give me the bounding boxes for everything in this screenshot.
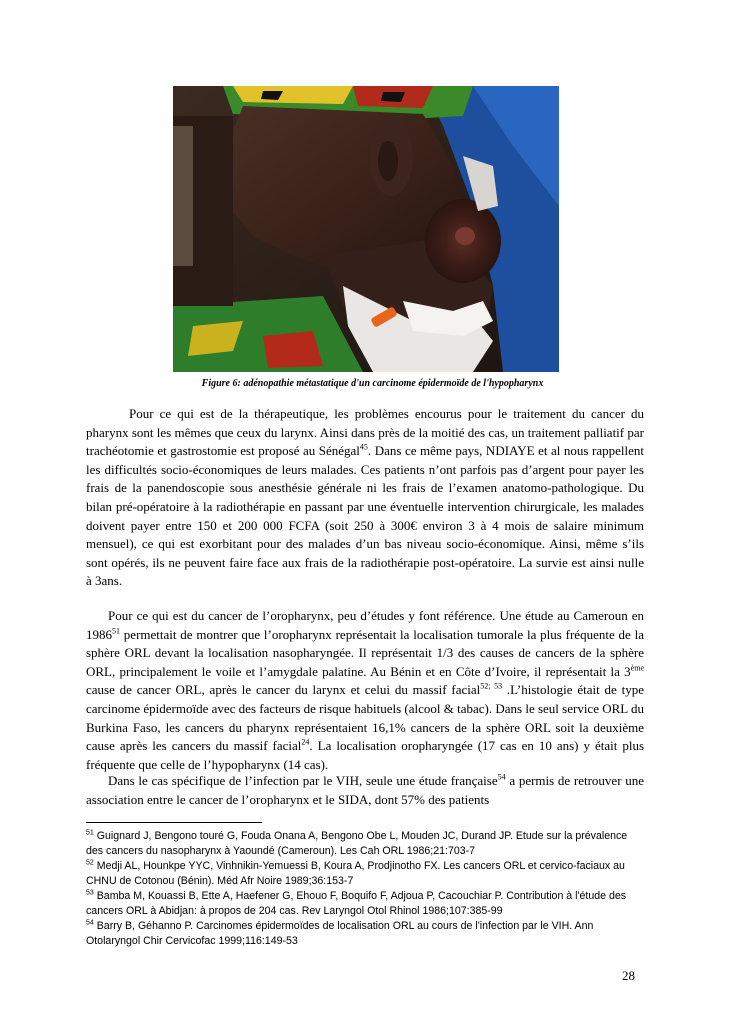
photo-illustration bbox=[173, 86, 559, 372]
footnote-separator bbox=[86, 822, 262, 823]
figure-caption: Figure 6: adénopathie métastatique d'un carcinome épidermoïde de l'hypopharynx bbox=[201, 378, 544, 389]
patient-neck-photo bbox=[173, 86, 559, 372]
paragraph-therapeutique bbox=[86, 405, 644, 591]
citation-ref: 51 bbox=[112, 626, 120, 636]
footnotes bbox=[86, 829, 646, 949]
page-number: 28 bbox=[622, 968, 635, 983]
paragraph-text: Pour ce qui est du cancer de l’oropharynx, peu d’études y font référence. Une étude au Cameroun en 1986$^{51}$ permettait de montrer que l’oropharynx représentait la localisation tumorale la plus fréquente de la sphère ORL devant la localisation nasopharyngée. Il représentait 1/3 des causes de cancers de la sphère ORL, principalement le voile et l’amygdale palatine. Au Bénin et en Côte d’Ivoire, il représentait la 3ème cause de cancer ORL, après le cancer du larynx et celui du massif facial$^{52; 53}$ .L’histologie était de type carcinome épidermoïde avec des facteurs de risque habituels (alcool & tabac). Dans le seul service ORL du Burkina Faso, les cancers du pharynx représentaient 16,1% cancers de la sphère ORL soit la deuxième cause après les cancers du massif facial$^{24}$. La localisation oropharyngée (17 cas en 10 ans) y était plus fréquente que celle de l’hypopharynx (14 cas). bbox=[86, 608, 645, 772]
citation-ref: 52; 53 bbox=[480, 682, 503, 692]
paragraph-vih bbox=[86, 772, 644, 809]
citation-ref: 24 bbox=[301, 737, 310, 747]
citation-ref: 54 bbox=[497, 772, 506, 782]
paragraph-text: Dans le cas spécifique de l’infection par le VIH, seule une étude française$^{54}$ a permis de retrouver une association entre le cancer de l’oropharynx et le SIDA, dont 57% des patients bbox=[86, 772, 644, 807]
citation-ref: 45 bbox=[359, 442, 368, 452]
ordinal-superscript: ème bbox=[630, 663, 644, 673]
paragraph-text: Pour ce qui est de la thérapeutique, les problèmes encourus pour le traitement du cancer du pharynx sont les mêmes que ceux du larynx. Ainsi dans près de la moitié des cas, un traitement palliatif par trachéotomie et gastrostomie est proposé au Sénégal$^{45}$. Dans ce même pays, NDIAYE et al nous rappellent les difficultés socio-économiques de leurs malades. Ces patients n’ont parfois pas d’argent pour payer les frais de la panendoscopie sous anesthésie générale ni les frais de l’examen anatomo-pathologique. Du bilan pré-opératoire à la radiothérapie en passant par une éventuelle intervention chirurgicale, les malades doivent payer entre 150 et 200 000 FCFA (soit 250 à 300€ environ 3 à 4 mois de salaire minimum mensuel), ce qui est exorbitant pour des malades d’un bas niveau socio-économique. Ainsi, même s’ils sont opérés, ils ne peuvent faire face aux frais de la radiothérapie post-opératoire. La survie est ainsi nulle à 3ans. bbox=[86, 406, 644, 589]
paragraph-oropharynx bbox=[86, 607, 644, 774]
footnote-51: $^{51}$ Guignard J, Bengono touré G, Fouda Onana A, Bengono Obe L, Mouden JC, Durand JP. Etude sur la prévalence des cancers du nasopharynx à Yaoundé (Cameroun). Les Cah ORL 1986;21:703-7 bbox=[86, 829, 628, 857]
footnote-52: $^{52}$ Medji AL, Hounkpe YYC, Vinhnikin-Yemuessi B, Koura A, Prodjinotho FX. Les cancers ORL et cervico-faciaux au CHNU de Cotonou (Bénin). Méd Afr Noire 1989;36:153-7 bbox=[86, 859, 625, 887]
footnote-54: $^{54}$ Barry B, Géhanno P. Carcinomes épidermoïdes de localisation ORL au cours de l'infection par le VIH. Ann Otolaryngol Chir Cervicofac 1999;116:149-53 bbox=[86, 919, 594, 947]
footnote-53: $^{53}$ Bamba M, Kouassi B, Ette A, Haefener G, Ehouo F, Boquifo F, Adjoua P, Cacouchiar P. Contribution à l'étude des cancers ORL à Abidjan: à propos de 204 cas. Rev Laryngol Otol Rhinol 1986;107:385-99 bbox=[86, 889, 627, 917]
